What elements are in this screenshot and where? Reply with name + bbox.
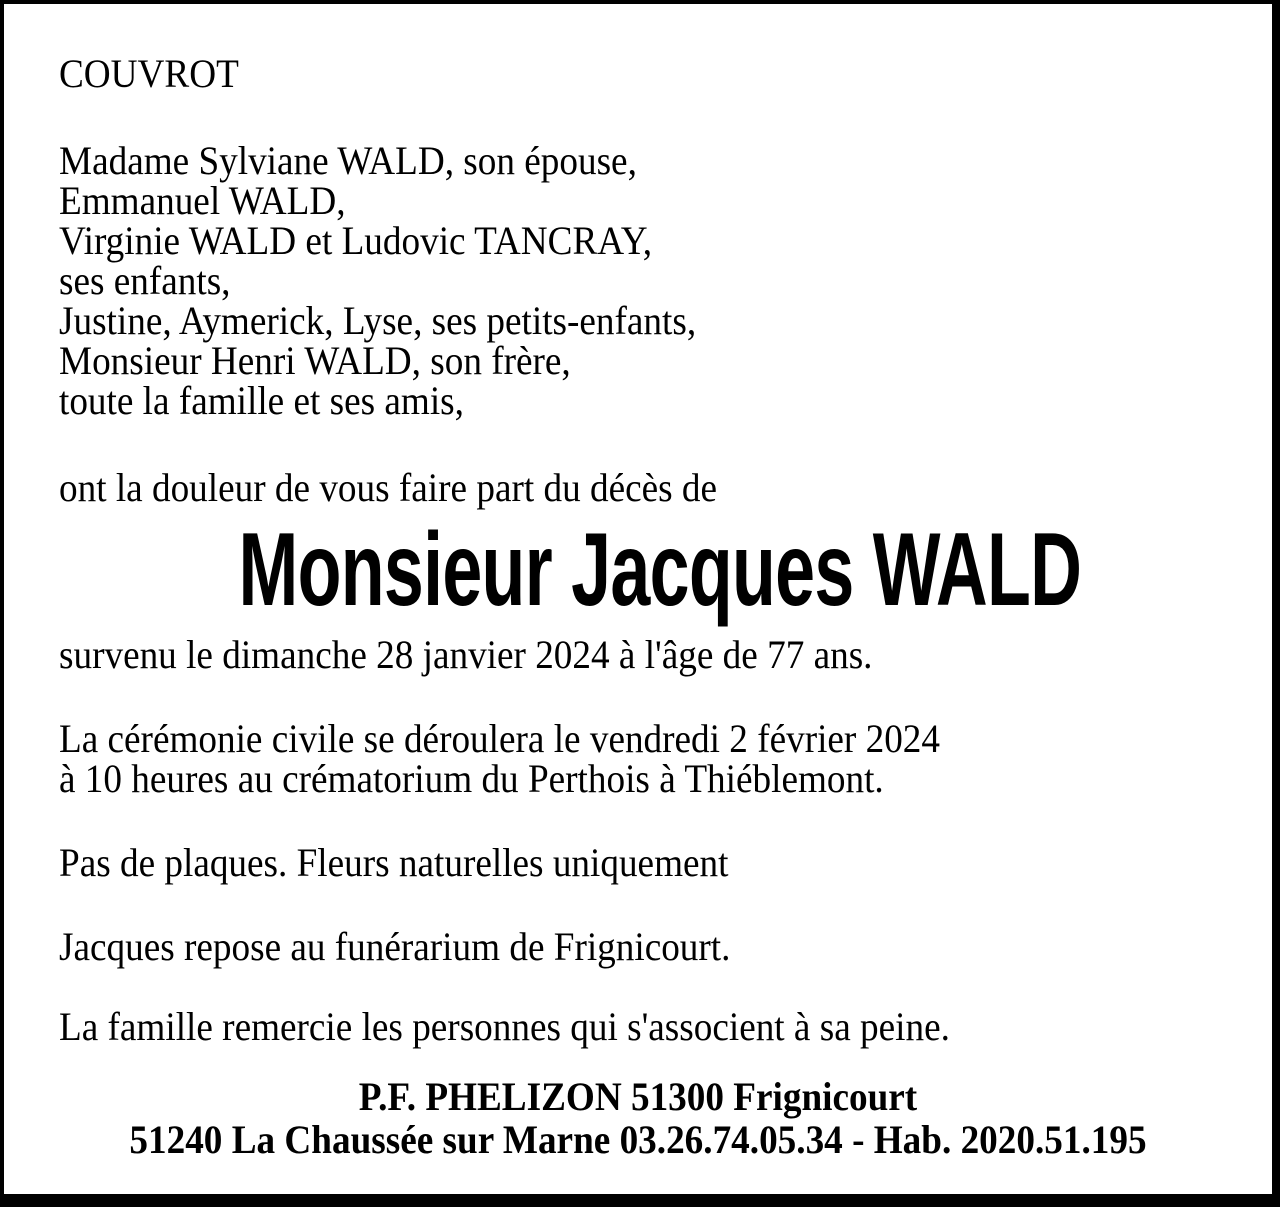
family-member-line: Virginie WALD et Ludovic TANCRAY, (59, 218, 653, 263)
family-list (59, 138, 1217, 423)
thanks-text: La famille remercie les personnes qui s'associent à sa peine. (59, 1004, 950, 1049)
deceased-name-title: Monsieur Jacques WALD (238, 512, 1082, 628)
funeral-home-name: P.F. PHELIZON 51300 Frignicourt (358, 1074, 918, 1119)
funeral-home-address: 51240 La Chaussée sur Marne 03.26.74.05.34 - Hab. 2020.51.195 (129, 1117, 1147, 1162)
death-date-text: survenu le dimanche 28 janvier 2024 à l'âge de 77 ans. (59, 632, 873, 677)
family-member-line: Justine, Aymerick, Lyse, ses petits-enfants, (59, 298, 697, 343)
ceremony-info (59, 716, 1217, 801)
ceremony-line: à 10 heures au crématorium du Perthois à Thiéblemont. (59, 756, 884, 801)
funeral-home-footer (59, 1075, 1217, 1161)
family-member-line: Madame Sylviane WALD, son épouse, (59, 138, 637, 183)
ceremony-line: La cérémonie civile se déroulera le vendredi 2 février 2024 (59, 716, 941, 761)
family-member-line: Emmanuel WALD, (59, 178, 346, 223)
announcement-text: ont la douleur de vous faire part du décès de (59, 465, 718, 510)
family-member-line: toute la famille et ses amis, (59, 378, 464, 423)
family-member-line: ses enfants, (59, 258, 231, 303)
repose-text: Jacques repose au funérarium de Frignicourt. (59, 924, 731, 969)
family-member-line: Monsieur Henri WALD, son frère, (59, 338, 571, 383)
flowers-note: Pas de plaques. Fleurs naturelles uniquement (59, 840, 729, 885)
commune-name: COUVROT (59, 51, 239, 96)
